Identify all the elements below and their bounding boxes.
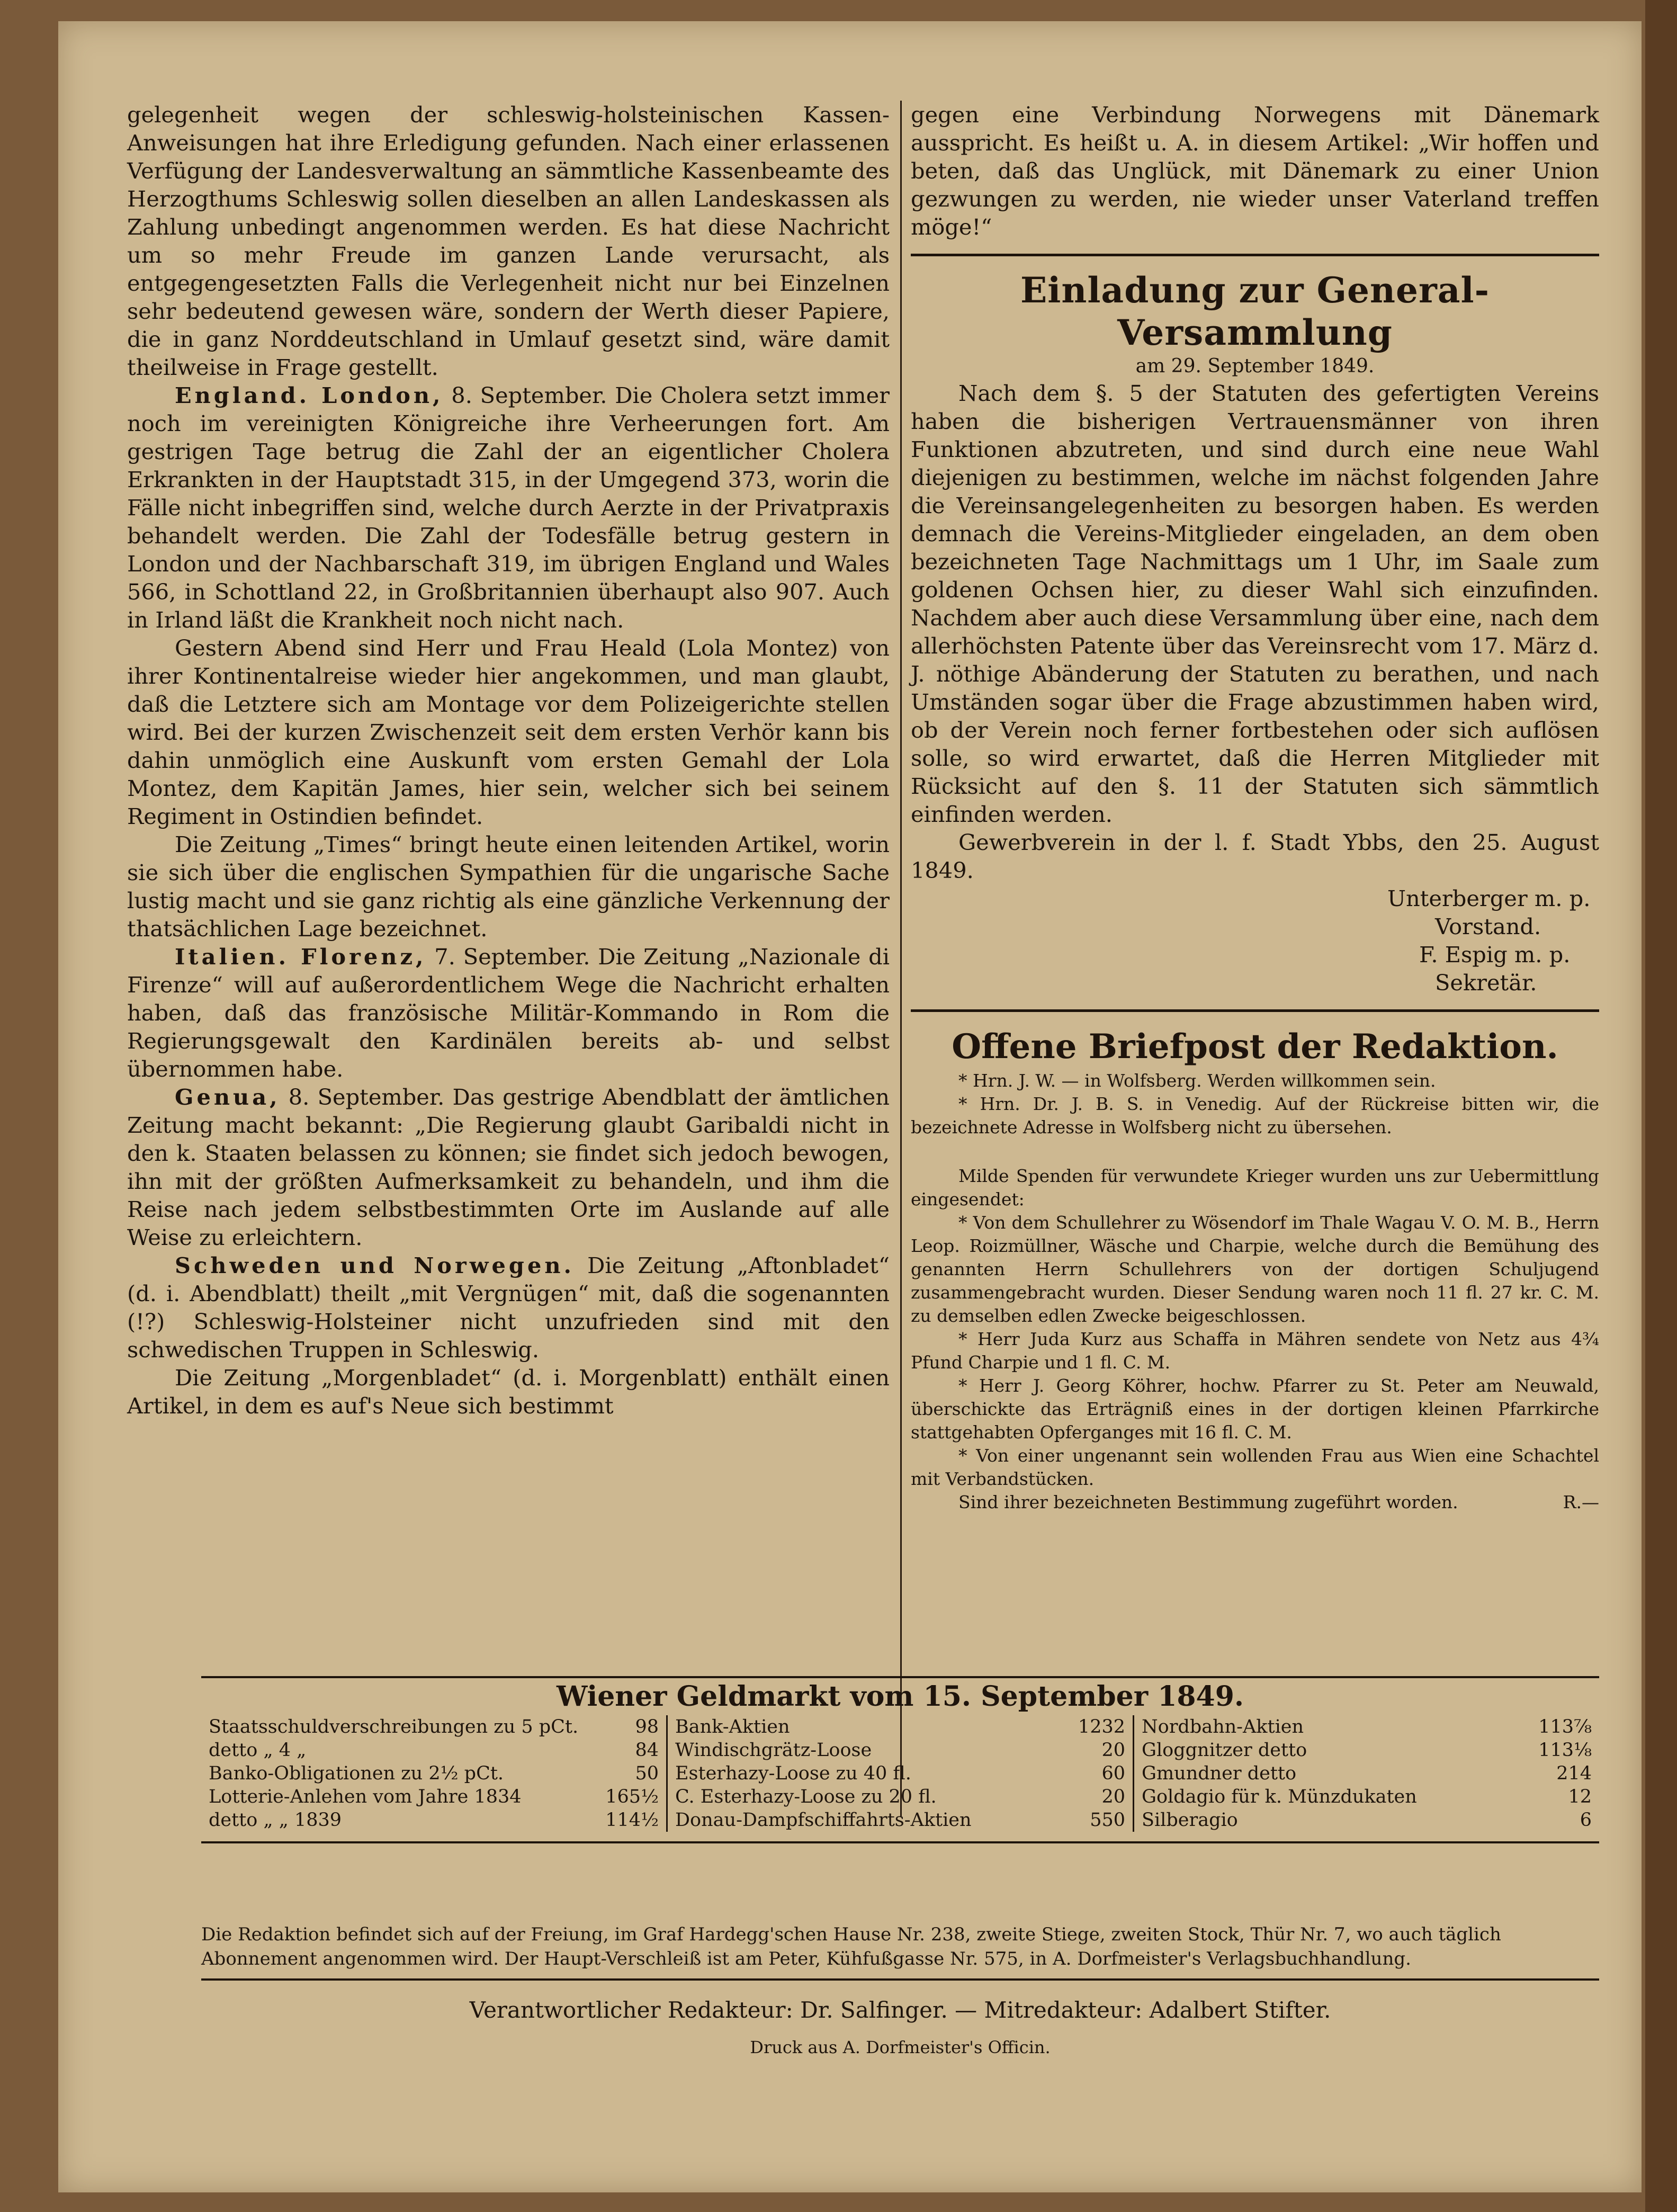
invitation-title: Einladung zur General-Versammlung xyxy=(1020,270,1490,353)
market-title: Wiener Geldmarkt vom 15. September 1849. xyxy=(556,1680,1244,1713)
table-row: Lotterie-Anlehen vom Jahre 1834 165½ xyxy=(209,1786,659,1807)
table-row: C. Esterhazy-Loose zu 20 fl. 20 xyxy=(675,1786,1125,1807)
column-divider xyxy=(900,101,902,1816)
signature-name: Unterberger m. p. xyxy=(1387,885,1591,911)
invitation-body: Nach dem §. 5 der Statuten des gefertigten Vereins haben die bisherigen Vertrauensmänner von ihren Funktionen abzutreten, und sind durch eine neue Wahl diejenigen zu bestimmen, welche im nächst folgenden Jahre die Vereinsangelegenheiten zu besorgen haben. Es werden demnach die Vereins-Mitglieder eingeladen, an dem oben bezeichneten Tage Nachmittags um 1 Uhr, im Saale zum goldenen Ochsen hier, zu dieser Wahl sich einzufinden. Nachdem aber auch diese Versammlung über eine, nach dem allerhöchsten Patente über das Vereinsrecht vom 17. März d. J. nöthige Abänderung der Statuten zu berathen, und nach Umständen sogar über die Frage abzustimmen haben wird, ob der Verein noch ferner fortbestehen oder sich auflösen solle, so wird erwartet, daß die Herren Mitglieder mit Rücksicht auf den §. 11 der Statuten sich sämmtlich einfinden werden. xyxy=(911,380,1599,827)
table-row: Gmundner detto 214 xyxy=(1142,1763,1592,1784)
section-rule xyxy=(911,254,1599,256)
table-row: Goldagio für k. Münzdukaten 12 xyxy=(1142,1786,1592,1807)
article-paragraph: Die Zeitung „Times“ bringt heute einen leitenden Artikel, worin sie sich über die englischen Sympathien für die ungarische Sache lustig macht und sie ganz richtig als eine gänzliche Verkennung der thatsächlichen Lage bezeichnet. xyxy=(127,831,890,942)
table-row: Silberagio 6 xyxy=(1142,1810,1592,1831)
article-england: England. London, 8. September. Die Cholera setzt immer noch im vereinigten Königreiche ihre Verheerungen fort. Am gestrigen Tage betrug die Zahl der an eigentlicher Cholera Erkrankten in der Hauptstadt 315, in der Umgegend 373, worin die Fälle nicht inbegriffen sind, welche durch Aerzte in der Privatpraxis behandelt werden. Die Zahl der Todesfälle betrug gestern in London und der Nachbarschaft 319, im übrigen England und Wales 566, in Schottland 22, in Großbritannien überhaupt also 907. Auch in Irland läßt die Krankheit noch nicht nach. xyxy=(127,382,890,633)
table-row: Bank-Aktien 1232 xyxy=(675,1716,1125,1738)
article-paragraph: gelegenheit wegen der schleswig-holsteinischen Kassen-Anweisungen hat ihre Erledigung gefunden. Nach einer erlassenen Verfügung der Landesverwaltung an sämmtliche Kassenbeamte des Herzogthums Schleswig sollen dieselben an allen Landeskassen als Zahlung unbedingt angenommen werden. Es hat diese Nachricht um so mehr Freude im ganzen Lande verursacht, als entgegengesetzten Falls die Verlegenheit nicht nur bei Einzelnen sehr bedeutend gewesen wäre, sondern der Werth dieser Papiere, die in ganz Norddeutschland in Umlauf gesetzt sind, wäre damit theilweise in Frage gestellt. xyxy=(127,102,890,380)
donation-entry: * Herr Juda Kurz aus Schaffa in Mähren sendete von Netz aus 4¾ Pfund Charpie und 1 fl. C. M. xyxy=(911,1329,1599,1373)
signature-name: F. Espig m. p. xyxy=(1419,942,1571,968)
article-paragraph: gegen eine Verbindung Norwegens mit Dänemark ausspricht. Es heißt u. A. in diesem Artikel: „Wir hoffen und beten, daß das Unglück, mit Dänemark zu einer Union gezwungen zu werden, nie wieder unser Vaterland treffen möge!“ xyxy=(911,102,1599,240)
table-row: Banko-Obligationen zu 2½ pCt. 50 xyxy=(209,1763,659,1784)
article-schweden: Schweden und Norwegen. Die Zeitung „Aftonbladet“ (d. i. Abendblatt) theilt „mit Vergnügen“ mit, daß die sogenannten (!?) Schleswig-Holsteiner nicht unzufrieden sind mit den schwedischen Truppen in Schleswig. xyxy=(127,1252,890,1363)
right-column xyxy=(911,101,1599,1514)
table-row: Nordbahn-Aktien 113⅞ xyxy=(1142,1716,1592,1738)
article-paragraph: Gestern Abend sind Herr und Frau Heald (Lola Montez) von ihrer Kontinentalreise wieder hier angekommen, und man glaubt, daß die Letztere sich am Montage vor dem Polizeigerichte stellen wird. Bei der kurzen Zwischenzeit seit dem ersten Verhör kann bis dahin unmöglich eine Auskunft vom ersten Gemahl der Lola Montez, dem Kapitän James, hier sein, welcher sich bei seinem Regiment in Ostindien befindet. xyxy=(127,635,890,829)
market-column xyxy=(1133,1715,1599,1832)
market-columns xyxy=(201,1715,1599,1832)
invitation-date: am 29. September 1849. xyxy=(1135,355,1375,377)
footer-rule xyxy=(201,1978,1599,1981)
table-row: Staatsschuldverschreibungen zu 5 pCt. 98 xyxy=(209,1716,659,1738)
printer-line: Druck aus A. Dorfmeister's Officin. xyxy=(750,2037,1051,2057)
editorial-notice: Die Redaktion befindet sich auf der Freiung, im Graf Hardegg'schen Hause Nr. 238, zweite Stiege, zweiten Stock, Thür Nr. 7, wo auch täglich Abonnement angenommen wird. Der Haupt-Verschleiß ist am Peter, Kühfußgasse Nr. 575, in A. Dorfmeister's Verlagsbuchhandlung. xyxy=(201,1924,1501,1969)
book-binding xyxy=(1645,0,1677,2212)
editor-credits: Verantwortlicher Redakteur: Dr. Salfinger. — Mitredakteur: Adalbert Stifter. xyxy=(469,1997,1331,2023)
dateline-italien: Italien. Florenz, xyxy=(175,944,427,970)
donation-closing: Sind ihrer bezeichneten Bestimmung zugeführt worden. R.— xyxy=(911,1491,1599,1514)
donation-entry: * Von einer ungenannt sein wollenden Frau aus Wien eine Schachtel mit Verbandstücken. xyxy=(911,1445,1599,1489)
signature-role: Sekretär. xyxy=(1435,970,1537,996)
table-rule xyxy=(201,1841,1599,1843)
money-market-table xyxy=(201,1676,1599,1843)
dateline-schweden: Schweden und Norwegen. xyxy=(175,1252,575,1278)
section-rule xyxy=(911,1009,1599,1012)
article-italien: Italien. Florenz, 7. September. Die Zeitung „Nazionale di Firenze“ will auf außerordentlichem Wege die Nachricht erhalten haben, daß das französische Militär-Kommando in Rom die Regierungsgewalt den Kardinälen bereits ab- und selbst übernommen habe. xyxy=(127,944,890,1082)
table-row: detto „ 4 „ 84 xyxy=(209,1740,659,1761)
table-row: detto „ „ 1839 114½ xyxy=(209,1810,659,1831)
signature-role: Vorstand. xyxy=(1435,914,1541,939)
donation-signature: R.— xyxy=(1563,1492,1599,1512)
donation-entry: * Von dem Schullehrer zu Wösendorf im Thale Wagau V. O. M. B., Herrn Leop. Roizmüllner, Wäsche und Charpie, welche durch die Bemühung des genannten Herrn Schullehrers von der dortigen Schuljugend zusammengebracht wurden. Dieser Sendung waren noch 11 fl. 27 kr. C. M. zu demselben edlen Zwecke beigeschlossen. xyxy=(911,1212,1599,1326)
letter-entry: * Hrn. Dr. J. B. S. in Venedig. Auf der Rückreise bitten wir, die bezeichnete Adresse in Wolfsberg nicht zu übersehen. xyxy=(911,1094,1599,1138)
signature-block xyxy=(911,884,1599,997)
left-column xyxy=(127,101,890,1420)
table-row: Donau-Dampfschiffahrts-Aktien 550 xyxy=(675,1810,1125,1831)
market-column xyxy=(201,1715,666,1832)
dateline-england: England. London, xyxy=(175,382,444,408)
table-row: Gloggnitzer detto 113⅛ xyxy=(1142,1740,1592,1761)
donation-intro: Milde Spenden für verwundete Krieger wurden uns zur Uebermittlung eingesendet: xyxy=(911,1166,1599,1210)
article-genua: Genua, 8. September. Das gestrige Abendblatt der ämtlichen Zeitung macht bekannt: „Die Regierung glaubt Garibaldi nicht in den k. Staaten belassen zu können; sie findet sich jedoch bewogen, ihn mit der größten Aufmerksamkeit zu behandeln, und ihm die Reise nach jedem selbstbestimmten Orte im Auslande auf alle Weise zu erleichtern. xyxy=(127,1084,890,1250)
footer xyxy=(201,1922,1599,2060)
letters-title: Offene Briefpost der Redaktion. xyxy=(952,1027,1558,1067)
dateline-genua: Genua, xyxy=(175,1084,281,1110)
article-paragraph: Die Zeitung „Morgenbladet“ (d. i. Morgenblatt) enthält einen Artikel, in dem es auf's Neue sich bestimmt xyxy=(127,1365,890,1419)
market-column xyxy=(666,1715,1133,1832)
invitation-place: Gewerbverein in der l. f. Stadt Ybbs, den 25. August 1849. xyxy=(911,829,1599,883)
letter-entry: * Hrn. J. W. — in Wolfsberg. Werden willkommen sein. xyxy=(958,1070,1436,1091)
table-row: Esterhazy-Loose zu 40 fl. 60 xyxy=(675,1763,1125,1784)
donation-entry: * Herr J. Georg Köhrer, hochw. Pfarrer zu St. Peter am Neuwald, überschickte das Erträgniß eines in der dortigen kleinen Pfarrkirche stattgehabten Opferganges mit 16 fl. C. M. xyxy=(911,1375,1599,1443)
table-row: Windischgrätz-Loose 20 xyxy=(675,1740,1125,1761)
